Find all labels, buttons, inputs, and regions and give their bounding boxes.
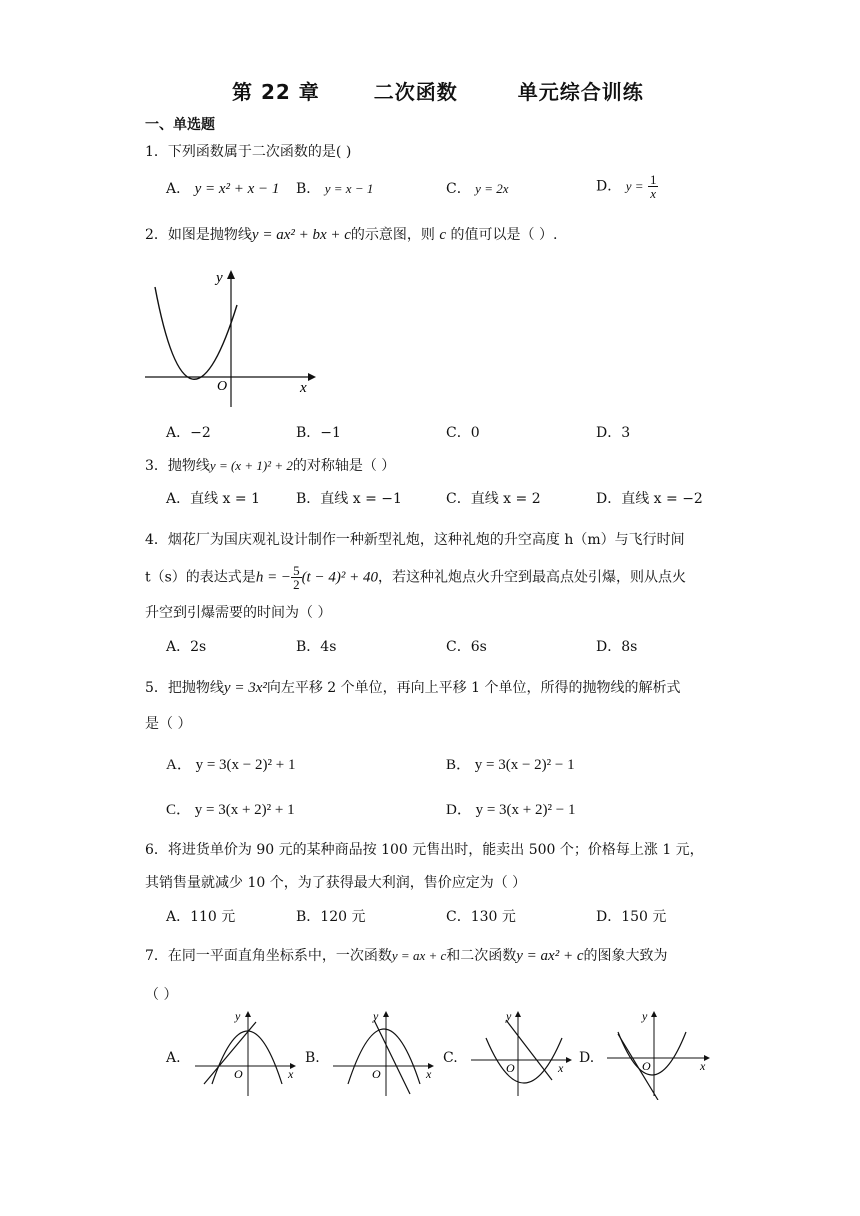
- q6-option-d: D．150 元: [596, 909, 667, 925]
- svg-text:x: x: [558, 1061, 564, 1075]
- q2-option-d: D．3: [596, 425, 631, 441]
- q3-option-d: D．直线 x = −2: [596, 491, 703, 507]
- title-unit: 单元综合训练: [517, 80, 644, 104]
- svg-text:O: O: [642, 1059, 651, 1073]
- q2-origin-label: O: [217, 379, 228, 394]
- q2-parabola-graph: [140, 262, 320, 412]
- q4-option-c: C．6s: [446, 639, 487, 655]
- q7-line2: （ ）: [145, 987, 178, 1003]
- q5-option-c: C． y = 3(x + 2)² + 1: [166, 802, 295, 818]
- svg-text:O: O: [372, 1067, 381, 1081]
- q6-option-c: C．130 元: [446, 909, 516, 925]
- section-heading: 一、单选题: [145, 117, 215, 133]
- q1-option-b: B． y = x − 1: [296, 181, 374, 197]
- q3-option-b: B．直线 x = −1: [296, 491, 402, 507]
- svg-text:x: x: [288, 1067, 294, 1081]
- q5-line2: 是（ ）: [145, 716, 192, 732]
- title-topic: 二次函数: [373, 80, 458, 104]
- q1-option-c: C． y = 2x: [446, 181, 509, 197]
- q4-line3: 升空到引爆需要的时间为（ ）: [145, 605, 332, 621]
- q2-option-a: A．−2: [166, 425, 211, 441]
- q4-option-a: A．2s: [166, 639, 207, 655]
- q1-option-a: A． y = x² + x − 1: [166, 181, 280, 197]
- q6-option-a: A．110 元: [166, 909, 236, 925]
- q6-line2: 其销售量就减少 10 个，为了获得最大利润，售价应定为（ ）: [145, 875, 527, 891]
- q4-line1: 4．烟花厂为国庆观礼设计制作一种新型礼炮，这种礼炮的升空高度 h（m）与飞行时间: [145, 532, 685, 548]
- svg-text:y: y: [373, 1009, 379, 1023]
- q3-option-c: C．直线 x = 2: [446, 491, 541, 507]
- q7-option-a-graph: [190, 1008, 300, 1100]
- q4-line2: t（s）的表达式是h = − $\frac{5}{2}$ (t − 4)² + 40，若这种礼炮点火升空到最高点处引爆，则从点火: [145, 563, 686, 592]
- q7-option-d-label: D.: [579, 1050, 595, 1066]
- q1-option-d: D． y = $\frac{1}{x}$: [596, 172, 657, 201]
- svg-text:y: y: [506, 1009, 512, 1023]
- q1-stem: 1．下列函数属于二次函数的是( ): [145, 144, 352, 160]
- title-chapter: 第 22 章: [232, 80, 320, 104]
- q3-option-a: A．直线 x = 1: [166, 491, 260, 507]
- q2-y-label: y: [216, 270, 223, 286]
- page-title: [232, 76, 644, 105]
- svg-text:y: y: [235, 1009, 241, 1023]
- q5-option-a: A． y = 3(x − 2)² + 1: [166, 757, 296, 773]
- q4-option-d: D．8s: [596, 639, 638, 655]
- q7-line1: 7．在同一平面直角坐标系中，一次函数y = ax + c和二次函数y = ax² + c的图象大致为: [145, 948, 668, 964]
- q7-option-b-graph: [328, 1008, 438, 1100]
- q5-line1: 5．把抛物线y = 3x²向左平移 2 个单位，再向上平移 1 个单位，所得的抛物线的解析式: [145, 680, 681, 696]
- q4-option-b: B．4s: [296, 639, 337, 655]
- svg-text:y: y: [642, 1009, 648, 1023]
- q6-line1: 6．将进货单价为 90 元的某种商品按 100 元售出时，能卖出 500 个；价格每上涨 1 元，: [145, 842, 704, 858]
- svg-text:x: x: [700, 1059, 706, 1073]
- q7-option-b-label: B.: [305, 1050, 320, 1066]
- q7-option-c-label: C.: [443, 1050, 458, 1066]
- q5-option-b: B． y = 3(x − 2)² − 1: [446, 757, 575, 773]
- q2-x-label: x: [300, 380, 307, 396]
- q7-option-a-label: A.: [166, 1050, 181, 1066]
- q5-option-d: D． y = 3(x + 2)² − 1: [446, 802, 576, 818]
- q7-option-d-graph: [602, 1008, 714, 1100]
- q3-stem: 3．抛物线y = (x + 1)² + 2的对称轴是（ ）: [145, 458, 396, 474]
- svg-text:O: O: [234, 1067, 243, 1081]
- svg-text:x: x: [426, 1067, 432, 1081]
- q2-option-c: C．0: [446, 425, 480, 441]
- q6-option-b: B．120 元: [296, 909, 366, 925]
- q2-option-b: B．−1: [296, 425, 341, 441]
- svg-text:O: O: [506, 1061, 515, 1075]
- q2-stem: 2．如图是抛物线y = ax² + bx + c的示意图，则 c 的值可以是（ ）.: [145, 227, 558, 243]
- q7-option-c-graph: [466, 1008, 576, 1100]
